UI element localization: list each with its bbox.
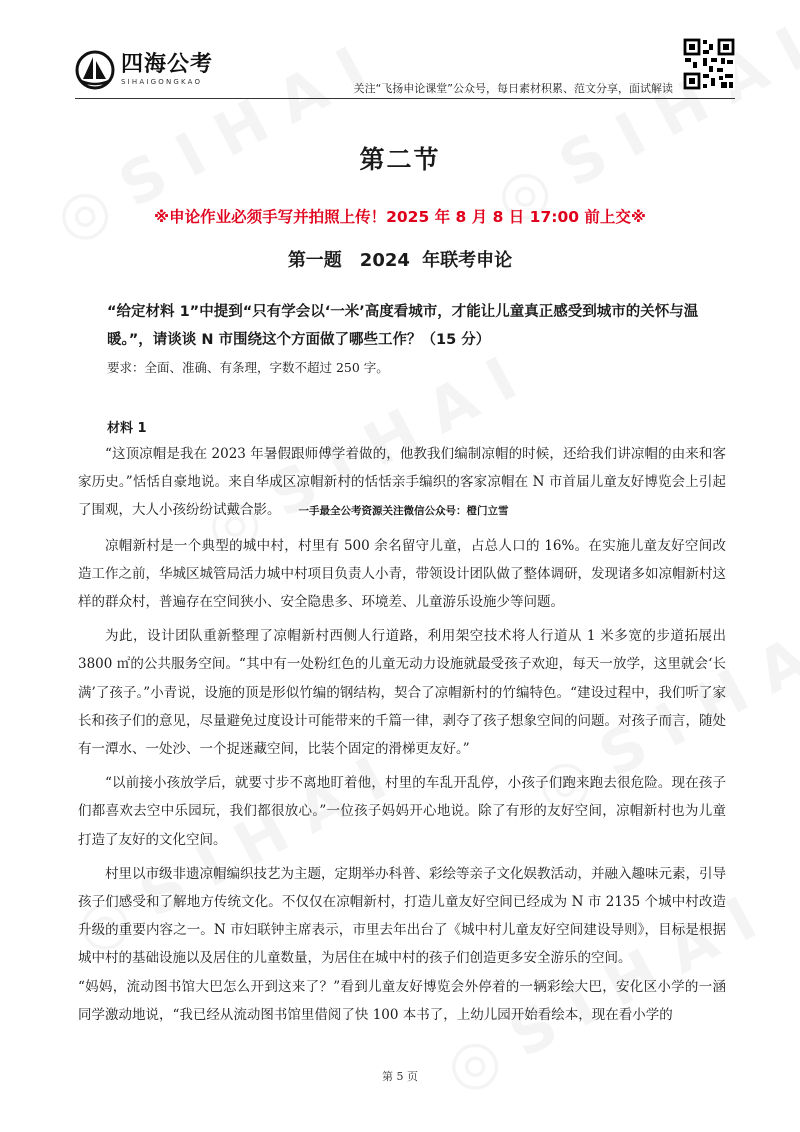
material-body: [78, 440, 726, 1035]
question-text: “给定材料 1”中提到“只有学会以‘一米’高度看城市，才能让儿童真正感受到城市的关怀与温暖。”，请谈谈 N 市围绕这个方面做了哪些工作？（15 分）: [107, 304, 699, 348]
question-title: 第一题 2024 年联考申论: [287, 250, 513, 271]
brand-name: 四海公考: [121, 52, 214, 77]
material-paragraph: “妈妈，流动图书馆大巴怎么开到这来了？”看到儿童友好博览会外停着的一辆彩绘大巴，安化区小学的一涵同学激动地说，“我已经从流动图书馆里借阅了快 100 本书了，上幼儿园开始看绘本，现在看小学的: [78, 978, 726, 1023]
material-paragraph: [78, 440, 726, 526]
brand-name-pinyin: SIHAIGONGKAO: [121, 78, 203, 86]
inline-note: 一手最全公考资源关注微信公众号：橙门立雪: [298, 505, 509, 518]
page-header: [75, 38, 735, 100]
material-paragraph: 凉帽新村是一个典型的城中村，村里有 500 余名留守儿童，占总人口的 16%。在实施儿童友好空间改造工作之前，华城区城管局活力城中村项目负责人小青，带领设计团队做了整体调研，发现诸多如凉帽新村这样的群众村，普遍存在空间狭小、安全隐患多、环境差、儿童游乐设施少等问题。: [78, 537, 726, 611]
material-paragraph: 村里以市级非遗凉帽编织技艺为主题，定期举办科普、彩绘等亲子文化娱教活动，并融入趣味元素，引导孩子们感受和了解地方传统文化。不仅仅在凉帽新村，打造儿童友好空间已经成为 N 市 2135 个城中村改造升级的重要内容之一。N 市妇联钟主席表示，市里去年出台了《城中村儿童友好空间建设导则》，目标是根据城中村的基础设施以及居住的儿童数量，为居住在城中村的孩子们创造更多安全游乐的空间。: [78, 865, 726, 967]
qr-code-icon[interactable]: [683, 38, 735, 90]
material-paragraph: “以前接小孩放学后，就要寸步不离地盯着他，村里的车乱开乱停，小孩子们跑来跑去很危险。现在孩子们都喜欢去空中乐园玩，我们都很放心。”一位孩子妈妈开心地说。除了有形的友好空间，凉帽新村也为儿童打造了友好的文化空间。: [78, 775, 726, 848]
sailboat-logo-icon: [75, 50, 115, 90]
submission-notice: ※申论作业必须手写并拍照上传！2025 年 8 月 8 日 17:00 前上交※: [154, 208, 646, 226]
section-title: 第二节: [359, 145, 441, 174]
paragraph-text: “这顶凉帽是我在 2023 年暑假跟师傅学着做的，他教我们编制凉帽的时候，还给我们讲凉帽的由来和客家历史。”恬恬自豪地说。来自华成区凉帽新村的恬恬亲手编织的客家凉帽在 N 市首届儿童友好博览会上引起了围观，大人小孩纷纷试戴合影。: [78, 446, 726, 519]
page-number: 第 5 页: [382, 1070, 418, 1083]
brand-logo: [75, 50, 213, 90]
header-note: 关注“飞扬申论课堂”公众号，每日素材积累、范文分享，面试解读: [353, 82, 673, 95]
material-paragraph: 为此，设计团队重新整理了凉帽新村西侧人行道路，利用架空技术将人行道从 1 米多宽的步道拓展出 3800 ㎡的公共服务空间。“其中有一处粉红色的儿童无动力设施就最受孩子欢迎，每天一放学，这里就会‘长满’了孩子。”小青说，设施的顶是形似竹编的钢结构，契合了凉帽新村的竹编特色。“建设过程中，我们听了家长和孩子们的意见，尽量避免过度设计可能带来的千篇一律，剥夺了孩子想象空间的问题。对孩子而言，随处有一潭水、一处沙、一个捉迷藏空间，比装个固定的滑梯更友好。”: [78, 628, 726, 758]
question-requirement: 要求：全面、准确、有条理，字数不超过 250 字。: [107, 360, 389, 375]
material-label: 材料 1: [107, 421, 147, 436]
header-divider: [75, 98, 735, 99]
